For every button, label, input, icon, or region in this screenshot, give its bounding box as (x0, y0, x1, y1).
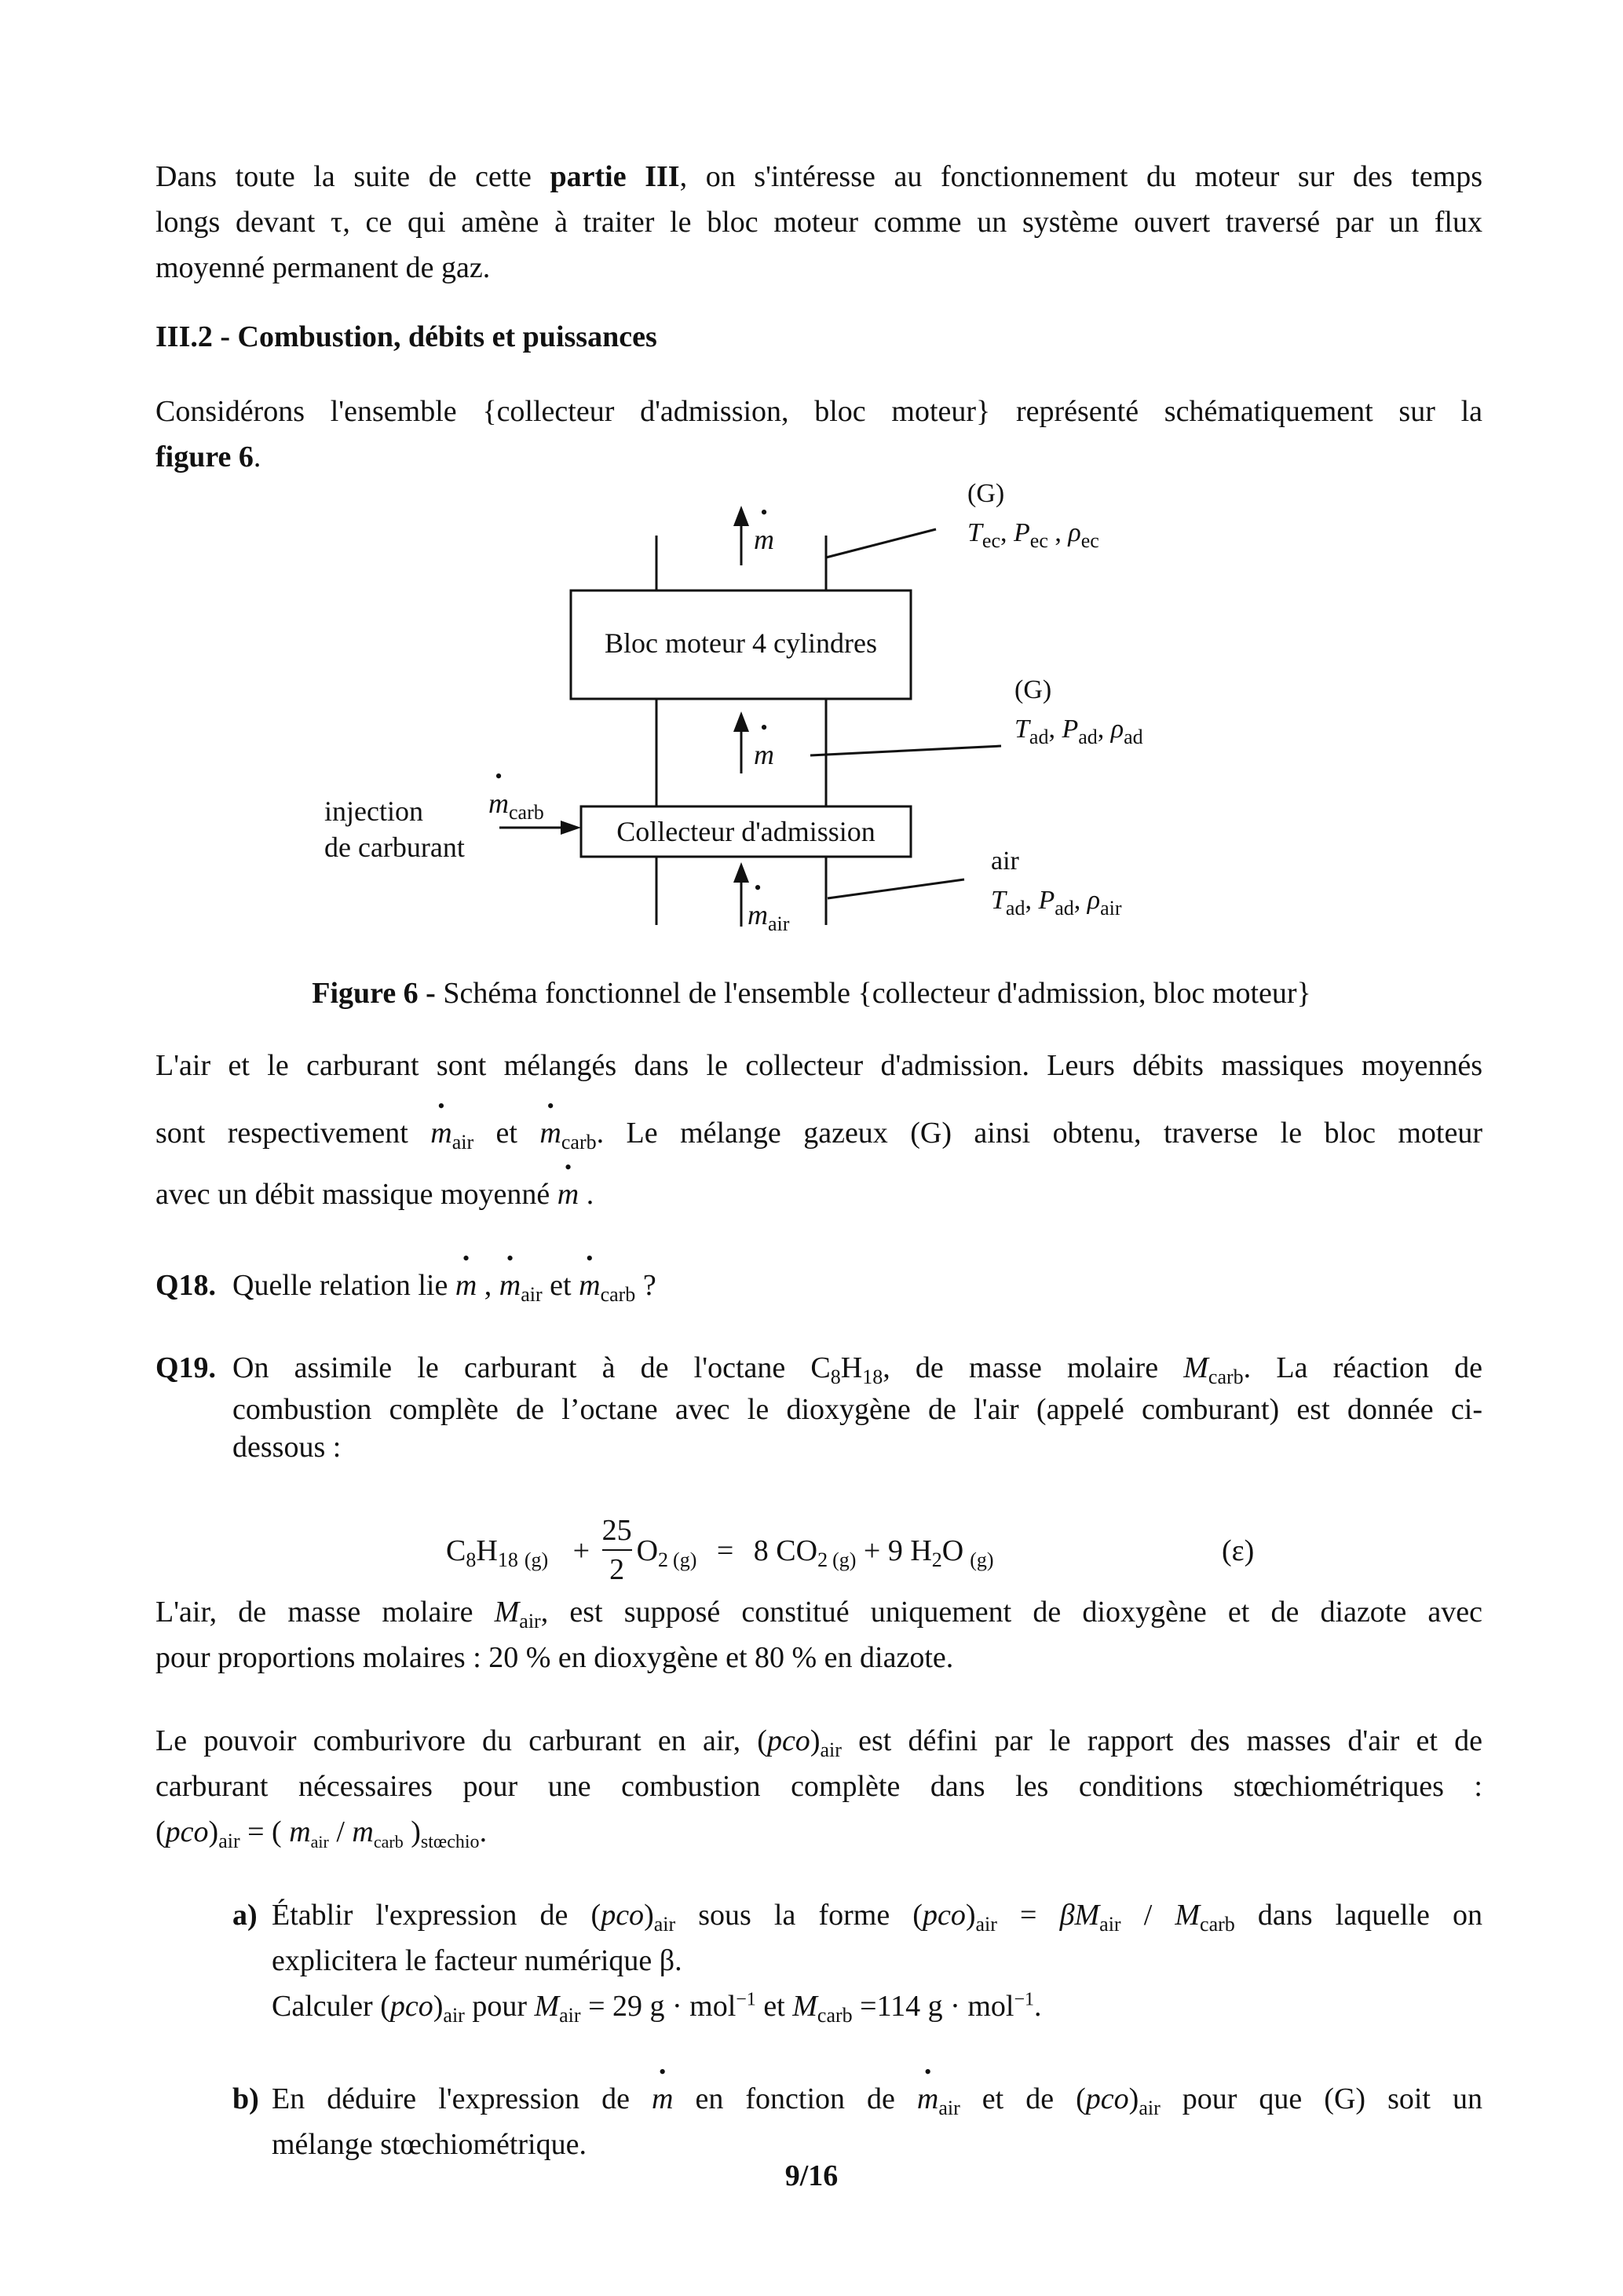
m-symbol-top: • m (754, 517, 774, 562)
q19-continuation: combustion complète de l’octane avec le dioxygène de l'air (appelé comburant) est donnée ci- dessous : (232, 1393, 1482, 1464)
combustion-equation: $C_8H_{18}$ $_{(g)}$ + $\frac{25}{2}$ $O_2$ $_{(g)}$ = 8 $CO_2$ $_{(g)}$ + 9 $H_2O$ $_{(g)}$ (ε) (446, 1500, 1357, 1602)
equation-label: (ε) (1222, 1534, 1255, 1567)
g-label-top: (G) $T_{ec}$, $P_{ec}$ , $\rho_{ec}$ (967, 479, 1099, 552)
figure-caption: Figure 6 - Schéma fonctionnel de l'ensemble {collecteur d'admission, bloc moteur} (312, 977, 1311, 1010)
question-q19: Q19. On assimile le carburant à de l'octane $C_8H_{18}$, de masse molaire $M_{carb}$. La réaction de (155, 1351, 1483, 1388)
part-b: b) En déduire l'expression de • m en fonction de • $m_{air}$ et de $(pco)_{air}$ pour que (G) soit un mélange stœchiométrique. (232, 2076, 1482, 2167)
bloc-moteur-label: Bloc moteur 4 cylindres (605, 627, 877, 659)
partie-iii-bold: partie III (550, 160, 680, 193)
fraction-25-2: $\frac{25}{2}$ (602, 1512, 632, 1589)
section-heading: III.2 - Combustion, débits et puissances (155, 320, 657, 353)
arrow-up-bottom (733, 862, 749, 883)
m-carb-symbol: • $m_{carb}$ (488, 781, 544, 826)
leader-line-ad (810, 746, 1001, 755)
arrow-right-injection (561, 821, 581, 835)
mix-paragraph: L'air et le carburant sont mélangés dans le collecteur d'admission. Leurs débits massiques moyennés sont respectivement • $m_{air}$ et • $m_{carb}$. Le mélange gazeux (G) ainsi obtenu, traverse le bloc moteur avec un débit massique moyenné • m . (155, 1043, 1482, 1225)
figure-6-diagram (0, 471, 1623, 942)
m-air-symbol: • $m_{air}$ (748, 892, 789, 938)
page-number: 9/16 (784, 2159, 839, 2192)
arrow-up-middle (733, 711, 749, 732)
injection-label: injection de carburant (324, 795, 465, 863)
part-a: a) Établir l'expression de $(pco)_{air}$ sous la forme $(pco)_{air} = \beta M_{air} / M_{carb}$ dans laquelle on explicitera le facteur numérique β. Calculer $(pco)_{air}$ pour $M_{air} = 29$ g · mol$^{-1}$ et $M_{carb} =114$ g · mol$^{-1}$. (232, 1899, 1483, 2027)
question-q18: Q18. Quelle relation lie • m , • $m_{air}$ et • $m_{carb}$ ? (155, 1263, 1482, 1308)
g-label-ad: (G) $T_{ad}$, $P_{ad}$, $\rho_{ad}$ (1014, 675, 1143, 748)
m-symbol-middle: • m (754, 732, 774, 777)
consider-paragraph: Considérons l'ensemble {collecteur d'admission, bloc moteur} représenté schématiquement sur la figure 6. (155, 395, 1482, 473)
leader-line-air (828, 879, 964, 898)
pco-paragraph: Le pouvoir comburivore du carburant en air, $(pco)_{air}$ est défini par le rapport des masses d'air et de carburant nécessaires pour une combustion complète dans les conditions stœchiométriques : $(pco)_{air}$ = ( $m_{air} / m_{carb}$ )$_{stœchio}$. (155, 1724, 1483, 1852)
collecteur-label: Collecteur d'admission (616, 816, 875, 847)
arrow-up-top (733, 506, 749, 526)
leader-line-ec (826, 529, 936, 558)
intro-paragraph: Dans toute la suite de cette partie III, on s'intéresse au fonctionnement du moteur sur des temps longs devant τ, ce qui amène à traiter le bloc moteur comme un système ouvert traversé par un flux moyenné permanent de gaz. (155, 160, 1482, 284)
air-label: air $T_{ad}$, $P_{ad}$, $\rho_{air}$ (991, 846, 1122, 919)
air-paragraph: L'air, de masse molaire $M_{air}$, est supposé constitué uniquement de dioxygène et de diazote avec pour proportions molaires : 20 % en dioxygène et 80 % en diazote. (155, 1596, 1483, 1674)
